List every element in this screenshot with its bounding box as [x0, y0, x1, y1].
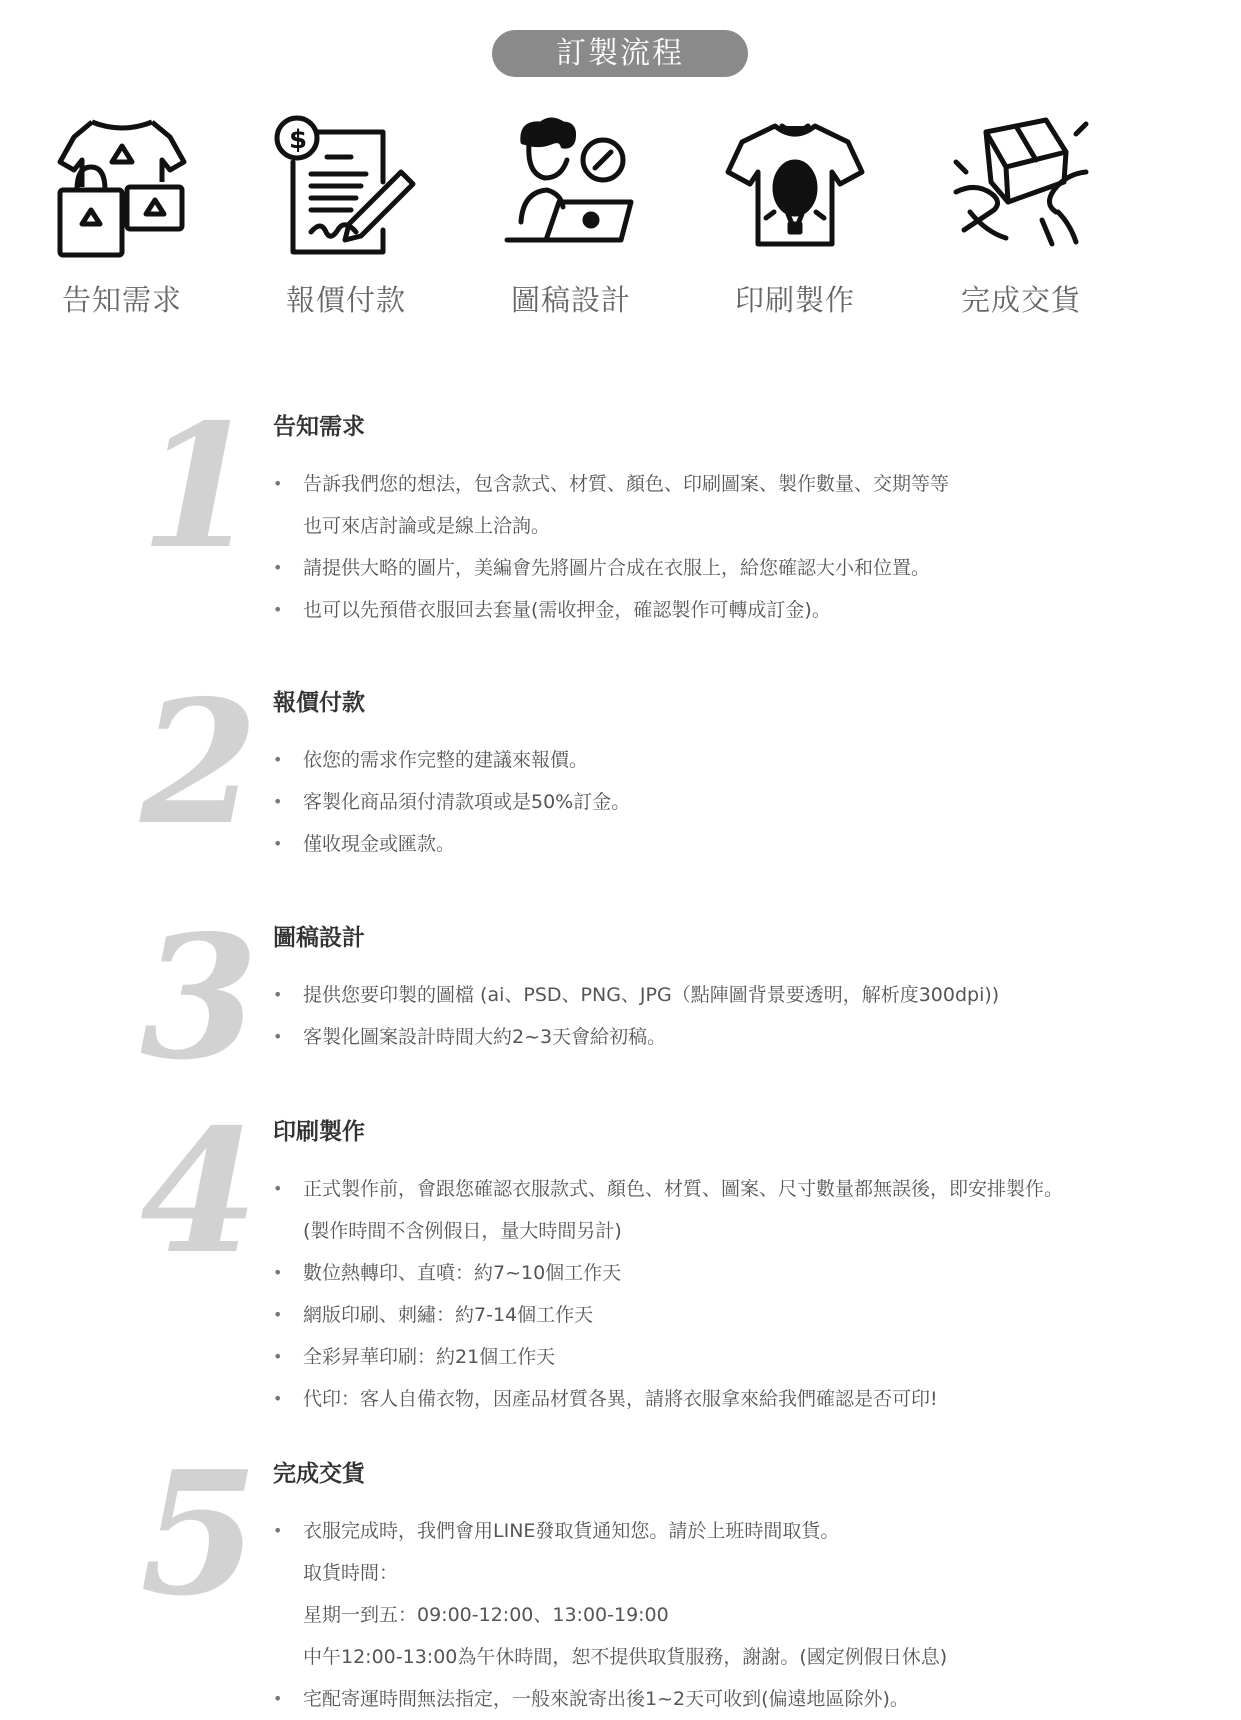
step-label: 印刷製作: [734, 283, 855, 317]
section-list: [273, 739, 630, 865]
contract-sign-icon: [271, 112, 421, 262]
section-title: 印刷製作: [273, 1119, 365, 1145]
section-title: 圖稿設計: [273, 925, 365, 951]
step-label: 告知需求: [61, 283, 182, 317]
page-title: 訂製流程: [492, 30, 748, 77]
list-item: • 宅配寄運時間無法指定，一般來說寄出後1~2天可收到(偏遠地區除外)。: [273, 1678, 947, 1720]
list-item: • 正式製作前，會跟您確認衣服款式、顏色、材質、圖案、尺寸數量都無誤後，即安排製作。: [273, 1168, 1063, 1210]
list-item: • 僅收現金或匯款。: [273, 823, 630, 865]
section-title: 告知需求: [273, 414, 365, 440]
step-label: 報價付款: [285, 283, 406, 317]
list-item: • 依您的需求作完整的建議來報價。: [273, 739, 630, 781]
list-item: • 也可以先預借衣服回去套量(需收押金，確認製作可轉成訂金)。: [273, 589, 949, 631]
delivery-package-icon: [946, 112, 1096, 262]
step-label: 圖稿設計: [510, 283, 631, 317]
list-item: • 全彩昇華印刷：約21個工作天: [273, 1336, 1063, 1378]
section-number: 3: [140, 898, 259, 1098]
list-item: • 客製化商品須付清款項或是50%訂金。: [273, 781, 630, 823]
list-item: (製作時間不含例假日，量大時間另計): [303, 1220, 622, 1242]
section-title: 報價付款: [273, 690, 365, 716]
svg-text:$: $: [289, 125, 308, 155]
step-5: [901, 112, 1141, 319]
section-list: [273, 974, 999, 1058]
section-number: 5: [140, 1434, 259, 1634]
list-item: 也可來店討論或是線上洽詢。: [303, 515, 551, 537]
step-2: [226, 112, 466, 319]
list-item: • 代印：客人自備衣物，因產品材質各異，請將衣服拿來給我們確認是否可印!: [273, 1378, 1063, 1420]
section-title: 完成交貨: [273, 1461, 365, 1487]
section-list: [273, 1510, 947, 1720]
printed-tshirt-icon: [720, 112, 870, 262]
list-item: 中午12:00-13:00為午休時間，恕不提供取貨服務，謝謝。(國定例假日休息): [303, 1646, 948, 1668]
list-item: • 衣服完成時，我們會用LINE發取貨通知您。請於上班時間取貨。: [273, 1510, 947, 1552]
list-item: • 網版印刷、刺繡：約7-14個工作天: [273, 1294, 1063, 1336]
section-list: [273, 1168, 1063, 1420]
step-3: [451, 112, 691, 319]
list-item: 取貨時間：: [303, 1562, 399, 1584]
list-item: • 數位熱轉印、直噴：約7~10個工作天: [273, 1252, 1063, 1294]
section-list: [273, 463, 949, 631]
list-item: 星期一到五：09:00-12:00、13:00-19:00: [303, 1604, 669, 1626]
list-item: • 提供您要印製的圖檔 (ai、PSD、PNG、JPG（點陣圖背景要透明，解析度300dpi)): [273, 974, 999, 1016]
list-item: • 告訴我們您的想法，包含款式、材質、顏色、印刷圖案、製作數量、交期等等: [273, 463, 949, 505]
step-label: 完成交貨: [960, 283, 1081, 317]
section-number: 1: [140, 387, 259, 587]
designer-laptop-icon: [501, 112, 641, 262]
section-number: 4: [140, 1092, 259, 1292]
step-4: [675, 112, 915, 319]
shopping-bag-shirt-icon: [52, 112, 192, 262]
step-1: [2, 112, 242, 319]
section-number: 2: [140, 663, 259, 863]
list-item: • 請提供大略的圖片，美編會先將圖片合成在衣服上，給您確認大小和位置。: [273, 547, 949, 589]
list-item: • 客製化圖案設計時間大約2~3天會給初稿。: [273, 1016, 999, 1058]
